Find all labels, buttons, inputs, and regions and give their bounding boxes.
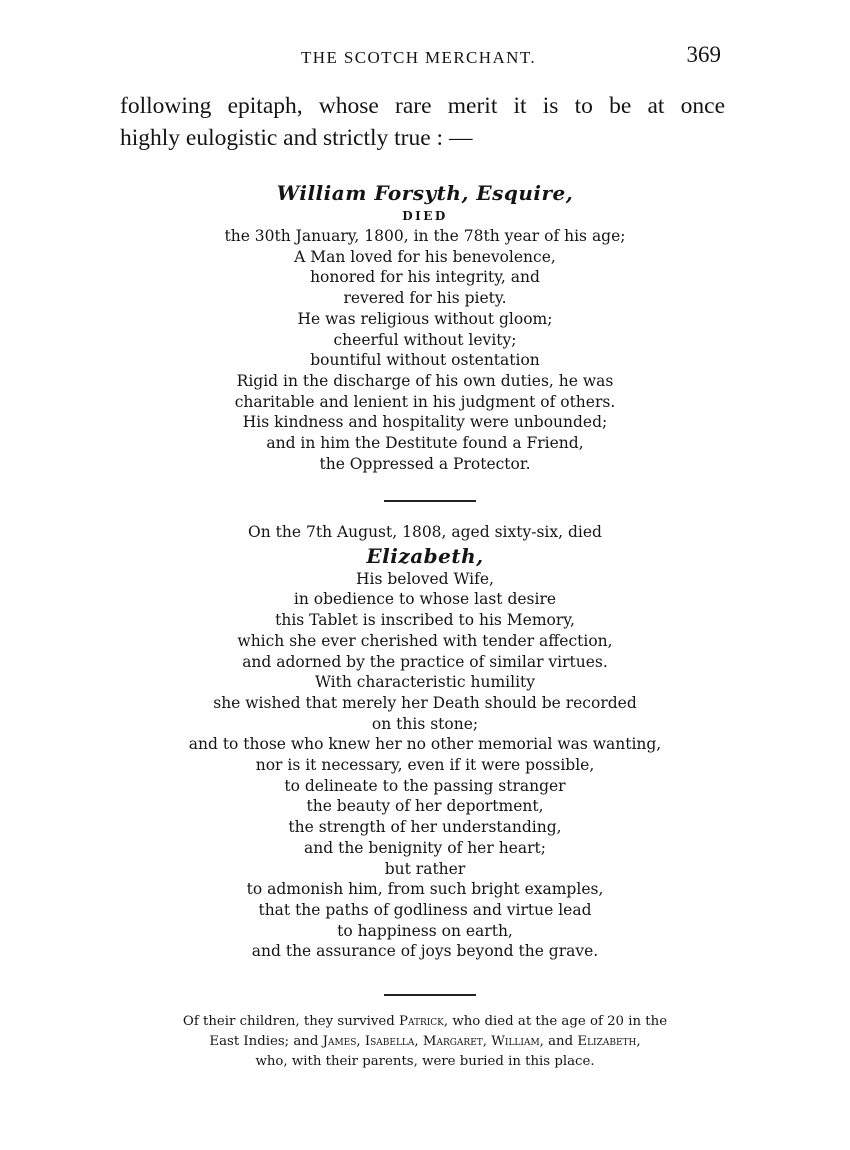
epitaph-line: A Man loved for his benevolence, xyxy=(294,247,556,266)
epitaph-william xyxy=(0,180,850,474)
epitaph-line: to happiness on earth, xyxy=(337,921,513,940)
epitaph-line: to admonish him, from such bright examples, xyxy=(246,880,604,899)
footnote-text: , who died at the age of 20 in the xyxy=(443,1014,668,1029)
epitaph-line: With characteristic humility xyxy=(314,673,536,692)
epitaph-line: to delineate to the passing stranger xyxy=(284,776,566,795)
section-divider xyxy=(384,500,476,502)
page-number: 369 xyxy=(686,42,721,67)
epitaph-line: but rather xyxy=(384,859,466,878)
epitaph-line: on this stone; xyxy=(371,714,479,733)
epitaph-line: cheerful without levity; xyxy=(333,330,517,349)
epitaph-line: honored for his integrity, and xyxy=(310,268,540,287)
footnote-text: and xyxy=(543,1034,578,1049)
epitaph-line: He was religious without gloom; xyxy=(297,309,553,328)
footnote-names: James, Isabella, Margaret, William, xyxy=(322,1034,544,1049)
epitaph-line: and adorned by the practice of similar virtues. xyxy=(242,652,608,671)
epitaph-line: His kindness and hospitality were unbounded; xyxy=(242,413,608,432)
epitaph-opening: On the 7th August, 1808, aged sixty-six, died xyxy=(248,523,602,541)
epitaph-line: the 30th January, 1800, in the 78th year of his age; xyxy=(224,227,626,245)
footnote-name-elizabeth: Elizabeth xyxy=(577,1034,637,1049)
epitaph-line: this Tablet is inscribed to his Memory, xyxy=(275,611,575,630)
running-title: THE SCOTCH MERCHANT. xyxy=(301,48,536,67)
footnote-line xyxy=(0,1012,850,1032)
epitaph-name-elizabeth: Elizabeth, xyxy=(366,543,484,568)
epitaph-name-william: William Forsyth, Esquire, xyxy=(276,181,574,205)
epitaph-line: Rigid in the discharge of his own duties, he was xyxy=(236,371,614,390)
epitaph-line: nor is it necessary, even if it were possible, xyxy=(255,756,595,775)
epitaph-line: revered for his piety. xyxy=(343,289,507,308)
epitaph-line: and in him the Destitute found a Friend, xyxy=(266,434,584,453)
epitaph-elizabeth xyxy=(0,522,850,962)
epitaph-line: and to those who knew her no other memorial was wanting, xyxy=(188,735,662,754)
footnote xyxy=(0,1012,850,1072)
section-divider xyxy=(384,994,476,996)
epitaph-died-label: DIED xyxy=(402,209,448,223)
footnote-text: East Indies; and xyxy=(209,1034,323,1049)
footnote-line: who, with their parents, were buried in this place. xyxy=(255,1054,595,1069)
epitaph-line: the strength of her understanding, xyxy=(288,818,562,837)
footnote-text: Of their children, they survived xyxy=(182,1014,399,1029)
running-header xyxy=(120,42,725,72)
epitaph-line: the Oppressed a Protector. xyxy=(319,454,531,473)
footnote-name-patrick: Patrick xyxy=(399,1014,444,1029)
intro-line: following epitaph, whose rare merit it is to be at once xyxy=(120,93,725,119)
epitaph-line: the beauty of her deportment, xyxy=(306,797,544,816)
epitaph-line: His beloved Wife, xyxy=(356,569,494,588)
epitaph-line: charitable and lenient in his judgment of others. xyxy=(234,392,616,411)
epitaph-line: and the benignity of her heart; xyxy=(304,838,546,857)
epitaph-line: which she ever cherished with tender affection, xyxy=(237,631,613,650)
epitaph-line: in obedience to whose last desire xyxy=(293,590,557,609)
epitaph-line: bountiful without ostentation xyxy=(310,351,540,370)
epitaph-line: she wished that merely her Death should be recorded xyxy=(213,693,637,712)
footnote-text: , xyxy=(636,1034,641,1049)
intro-line: highly eulogistic and strictly true : — xyxy=(120,125,473,151)
intro-paragraph xyxy=(120,90,725,154)
footnote-line xyxy=(0,1032,850,1052)
epitaph-line: and the assurance of joys beyond the grave. xyxy=(251,942,599,961)
epitaph-line: that the paths of godliness and virtue lead xyxy=(258,900,592,919)
